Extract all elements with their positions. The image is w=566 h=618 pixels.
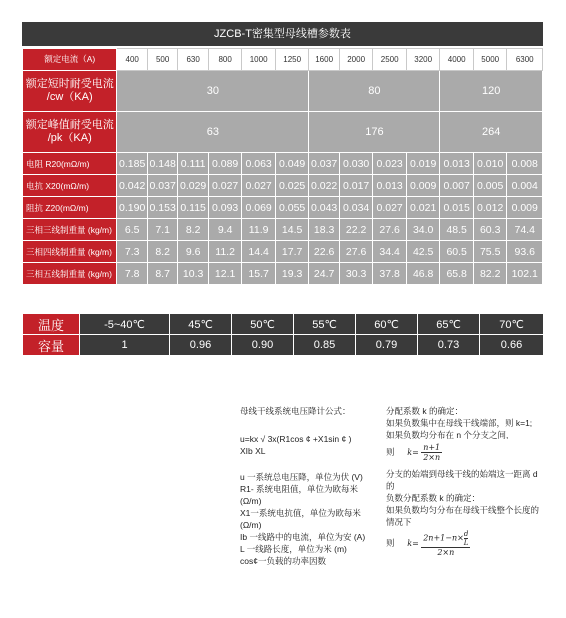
spec-row-label: 三相五线制重量 (kg/m) xyxy=(23,263,117,285)
spec-value-cell: 18.3 xyxy=(309,219,339,241)
spec-value-cell: 0.025 xyxy=(275,175,309,197)
temperature-label: 温度 xyxy=(23,314,80,335)
spec-value-cell: 24.7 xyxy=(309,263,339,285)
temperature-cell: -5~40℃ xyxy=(80,314,170,335)
spec-row-label: 电抗 X20(mΩ/m) xyxy=(23,175,117,197)
spec-value-cell: 15.7 xyxy=(242,263,276,285)
spec-value-cell: 75.5 xyxy=(473,241,507,263)
temperature-cell: 50℃ xyxy=(232,314,294,335)
temperature-table xyxy=(22,313,544,356)
spec-table-title: JZCB-T密集型母线槽参数表 xyxy=(22,22,543,46)
coef-text: 负数分配系数 k 的确定： xyxy=(386,493,480,503)
current-cell: 2500 xyxy=(373,49,407,71)
current-cell: 1250 xyxy=(275,49,309,71)
spec-value-cell: 102.1 xyxy=(507,263,543,285)
coef-text: 如果负数集中在母线干线端部，则 k=1; xyxy=(386,418,533,428)
spec-value-cell: 0.034 xyxy=(339,197,373,219)
spec-data-row xyxy=(23,175,543,197)
spec-value-cell: 14.5 xyxy=(275,219,309,241)
spec-value-cell: 0.023 xyxy=(373,153,407,175)
spec-value-cell: 0.015 xyxy=(440,197,474,219)
k-numerator: n+1 xyxy=(423,443,441,452)
spec-value-cell: 12.1 xyxy=(208,263,242,285)
spec-value-cell: 0.027 xyxy=(373,197,407,219)
spec-value-cell: 42.5 xyxy=(406,241,440,263)
spec-value-cell: 37.8 xyxy=(373,263,407,285)
spec-data-row xyxy=(23,241,543,263)
current-cell: 400 xyxy=(117,49,147,71)
icw-cell: 30 xyxy=(117,71,309,112)
k-denominator: 2×n xyxy=(437,548,455,557)
spec-value-cell: 0.013 xyxy=(440,153,474,175)
current-cell: 800 xyxy=(208,49,242,71)
spec-value-cell: 0.043 xyxy=(309,197,339,219)
spec-value-cell: 0.029 xyxy=(178,175,208,197)
spec-value-cell: 19.3 xyxy=(275,263,309,285)
d-over-l: $\frac{d}{L}$ xyxy=(463,530,469,547)
coef-title: 分配系数 k 的确定： xyxy=(386,406,463,416)
spec-data-row xyxy=(23,153,543,175)
capacity-label: 容量 xyxy=(23,335,80,356)
spec-value-cell: 65.8 xyxy=(440,263,474,285)
coef-text: 分支的始端到母线干线的始端这一距离 d 的 xyxy=(386,469,538,491)
current-cell: 1000 xyxy=(242,49,276,71)
k-fraction xyxy=(421,443,442,462)
spec-value-cell: 7.8 xyxy=(117,263,147,285)
spec-value-cell: 46.8 xyxy=(406,263,440,285)
spec-value-cell: 0.008 xyxy=(507,153,543,175)
spec-value-cell: 0.012 xyxy=(473,197,507,219)
spec-value-cell: 0.010 xyxy=(473,153,507,175)
spec-value-cell: 11.9 xyxy=(242,219,276,241)
k-symbol: k= xyxy=(407,538,419,548)
formula-title: 母线干线系统电压降计公式： xyxy=(240,406,351,416)
icw-label: 额定短时耐受电流 /cw（KA) xyxy=(23,71,117,112)
ipk-cell: 264 xyxy=(440,112,543,153)
spec-value-cell: 8.2 xyxy=(178,219,208,241)
ipk-row xyxy=(23,112,543,153)
k-denominator: 2×n xyxy=(423,453,441,462)
spec-value-cell: 93.6 xyxy=(507,241,543,263)
spec-data-row xyxy=(23,197,543,219)
spec-value-cell: 27.6 xyxy=(339,241,373,263)
spec-row-label: 三相四线制重量 (kg/m) xyxy=(23,241,117,263)
spec-value-cell: 0.055 xyxy=(275,197,309,219)
spec-value-cell: 10.3 xyxy=(178,263,208,285)
spec-value-cell: 17.7 xyxy=(275,241,309,263)
spec-value-cell: 0.019 xyxy=(406,153,440,175)
ipk-cell: 63 xyxy=(117,112,309,153)
spec-value-cell: 60.5 xyxy=(440,241,474,263)
current-cell: 3200 xyxy=(406,49,440,71)
spec-value-cell: 0.115 xyxy=(178,197,208,219)
spec-value-cell: 22.2 xyxy=(339,219,373,241)
spec-value-cell: 0.111 xyxy=(178,153,208,175)
formula-def: X1一系统电抗值，单位为欧每米 (Ω/m) xyxy=(240,508,361,530)
spec-value-cell: 9.6 xyxy=(178,241,208,263)
spec-value-cell: 0.022 xyxy=(309,175,339,197)
spec-data-row xyxy=(23,219,543,241)
current-cell: 2000 xyxy=(339,49,373,71)
temperature-row xyxy=(23,314,544,335)
spec-value-cell: 0.089 xyxy=(208,153,242,175)
coef-text: 如果负数均匀分布在母线干线整个长度的情况下 xyxy=(386,505,540,527)
spec-value-cell: 60.3 xyxy=(473,219,507,241)
spec-value-cell: 74.4 xyxy=(507,219,543,241)
current-row xyxy=(23,49,543,71)
k-numerator: 2n+1−n× $\frac{d}{L}$ xyxy=(423,530,469,547)
formula-equation-cont: XIb XL xyxy=(240,446,266,456)
spec-value-cell: 27.6 xyxy=(373,219,407,241)
k-symbol: k= xyxy=(407,447,419,457)
spec-value-cell: 30.3 xyxy=(339,263,373,285)
capacity-cell: 0.96 xyxy=(170,335,232,356)
current-cell: 6300 xyxy=(507,49,543,71)
temperature-cell: 70℃ xyxy=(480,314,544,335)
capacity-cell: 0.85 xyxy=(294,335,356,356)
capacity-cell: 0.73 xyxy=(418,335,480,356)
spec-value-cell: 0.017 xyxy=(339,175,373,197)
formula-equation: u=kx √ 3x(R1cos ¢ +X1sin ¢ ) xyxy=(240,434,352,444)
spec-value-cell: 22.6 xyxy=(309,241,339,263)
spec-value-cell: 0.185 xyxy=(117,153,147,175)
temperature-cell: 55℃ xyxy=(294,314,356,335)
spec-value-cell: 34.4 xyxy=(373,241,407,263)
spec-value-cell: 0.063 xyxy=(242,153,276,175)
coef-then: 则 xyxy=(386,446,395,457)
spec-table xyxy=(22,48,543,285)
spec-value-cell: 6.5 xyxy=(117,219,147,241)
spec-value-cell: 0.069 xyxy=(242,197,276,219)
spec-value-cell: 9.4 xyxy=(208,219,242,241)
k-formula-1 xyxy=(386,443,546,462)
current-cell: 5000 xyxy=(473,49,507,71)
spec-value-cell: 34.0 xyxy=(406,219,440,241)
current-label: 额定电流（A) xyxy=(23,49,117,71)
spec-value-cell: 0.021 xyxy=(406,197,440,219)
spec-value-cell: 8.7 xyxy=(147,263,177,285)
spec-value-cell: 0.027 xyxy=(208,175,242,197)
spec-value-cell: 0.009 xyxy=(406,175,440,197)
spec-row-label: 电阻 R20(mΩ/m) xyxy=(23,153,117,175)
spec-value-cell: 7.3 xyxy=(117,241,147,263)
spec-value-cell: 0.093 xyxy=(208,197,242,219)
spec-value-cell: 82.2 xyxy=(473,263,507,285)
coef-text: 如果负数均分布在 n 个分支之间, xyxy=(386,430,509,440)
current-cell: 630 xyxy=(178,49,208,71)
spec-value-cell: 0.004 xyxy=(507,175,543,197)
icw-row xyxy=(23,71,543,112)
spec-value-cell: 0.049 xyxy=(275,153,309,175)
spec-value-cell: 0.007 xyxy=(440,175,474,197)
icw-cell: 120 xyxy=(440,71,543,112)
coef-then: 则 xyxy=(386,537,395,548)
spec-value-cell: 0.153 xyxy=(147,197,177,219)
formula-def: u 一系统总电压降，单位为伏 (V) xyxy=(240,472,363,482)
ipk-cell: 176 xyxy=(309,112,440,153)
capacity-cell: 0.79 xyxy=(356,335,418,356)
capacity-cell: 1 xyxy=(80,335,170,356)
temperature-cell: 60℃ xyxy=(356,314,418,335)
spec-value-cell: 0.190 xyxy=(117,197,147,219)
spec-row-label: 三相三线制重量 (kg/m) xyxy=(23,219,117,241)
capacity-cell: 0.90 xyxy=(232,335,294,356)
k-fraction xyxy=(421,530,470,557)
formula-def: R1- 系统电阻值，单位为欧每米 (Ω/m) xyxy=(240,484,359,506)
capacity-row xyxy=(23,335,544,356)
ipk-label: 额定峰值耐受电流 /pk（KA) xyxy=(23,112,117,153)
spec-value-cell: 0.037 xyxy=(147,175,177,197)
spec-value-cell: 7.1 xyxy=(147,219,177,241)
spec-value-cell: 14.4 xyxy=(242,241,276,263)
spec-row-label: 阻抗 Z20(mΩ/m) xyxy=(23,197,117,219)
temperature-cell: 65℃ xyxy=(418,314,480,335)
distribution-coefficient xyxy=(386,405,546,559)
icw-cell: 80 xyxy=(309,71,440,112)
current-cell: 4000 xyxy=(440,49,474,71)
spec-value-cell: 0.005 xyxy=(473,175,507,197)
formula-def: Ib 一线路中的电流，单位为安 (A) xyxy=(240,532,366,542)
spec-value-cell: 0.148 xyxy=(147,153,177,175)
formula-def: cos¢一负载的功率因数 xyxy=(240,556,326,566)
k-formula-2 xyxy=(386,530,546,557)
spec-data-row xyxy=(23,263,543,285)
formula-def: L 一线路长度，单位为米 (m) xyxy=(240,544,347,554)
spec-value-cell: 0.013 xyxy=(373,175,407,197)
current-cell: 1600 xyxy=(309,49,339,71)
spec-value-cell: 0.027 xyxy=(242,175,276,197)
spec-value-cell: 8.2 xyxy=(147,241,177,263)
spec-value-cell: 0.042 xyxy=(117,175,147,197)
spec-numeric-rows xyxy=(23,153,543,285)
spec-value-cell: 48.5 xyxy=(440,219,474,241)
spec-value-cell: 0.037 xyxy=(309,153,339,175)
temperature-cell: 45℃ xyxy=(170,314,232,335)
spec-value-cell: 0.030 xyxy=(339,153,373,175)
capacity-cell: 0.66 xyxy=(480,335,544,356)
voltage-drop-formula xyxy=(240,405,380,567)
spec-value-cell: 11.2 xyxy=(208,241,242,263)
current-cell: 500 xyxy=(147,49,177,71)
spec-value-cell: 0.009 xyxy=(507,197,543,219)
